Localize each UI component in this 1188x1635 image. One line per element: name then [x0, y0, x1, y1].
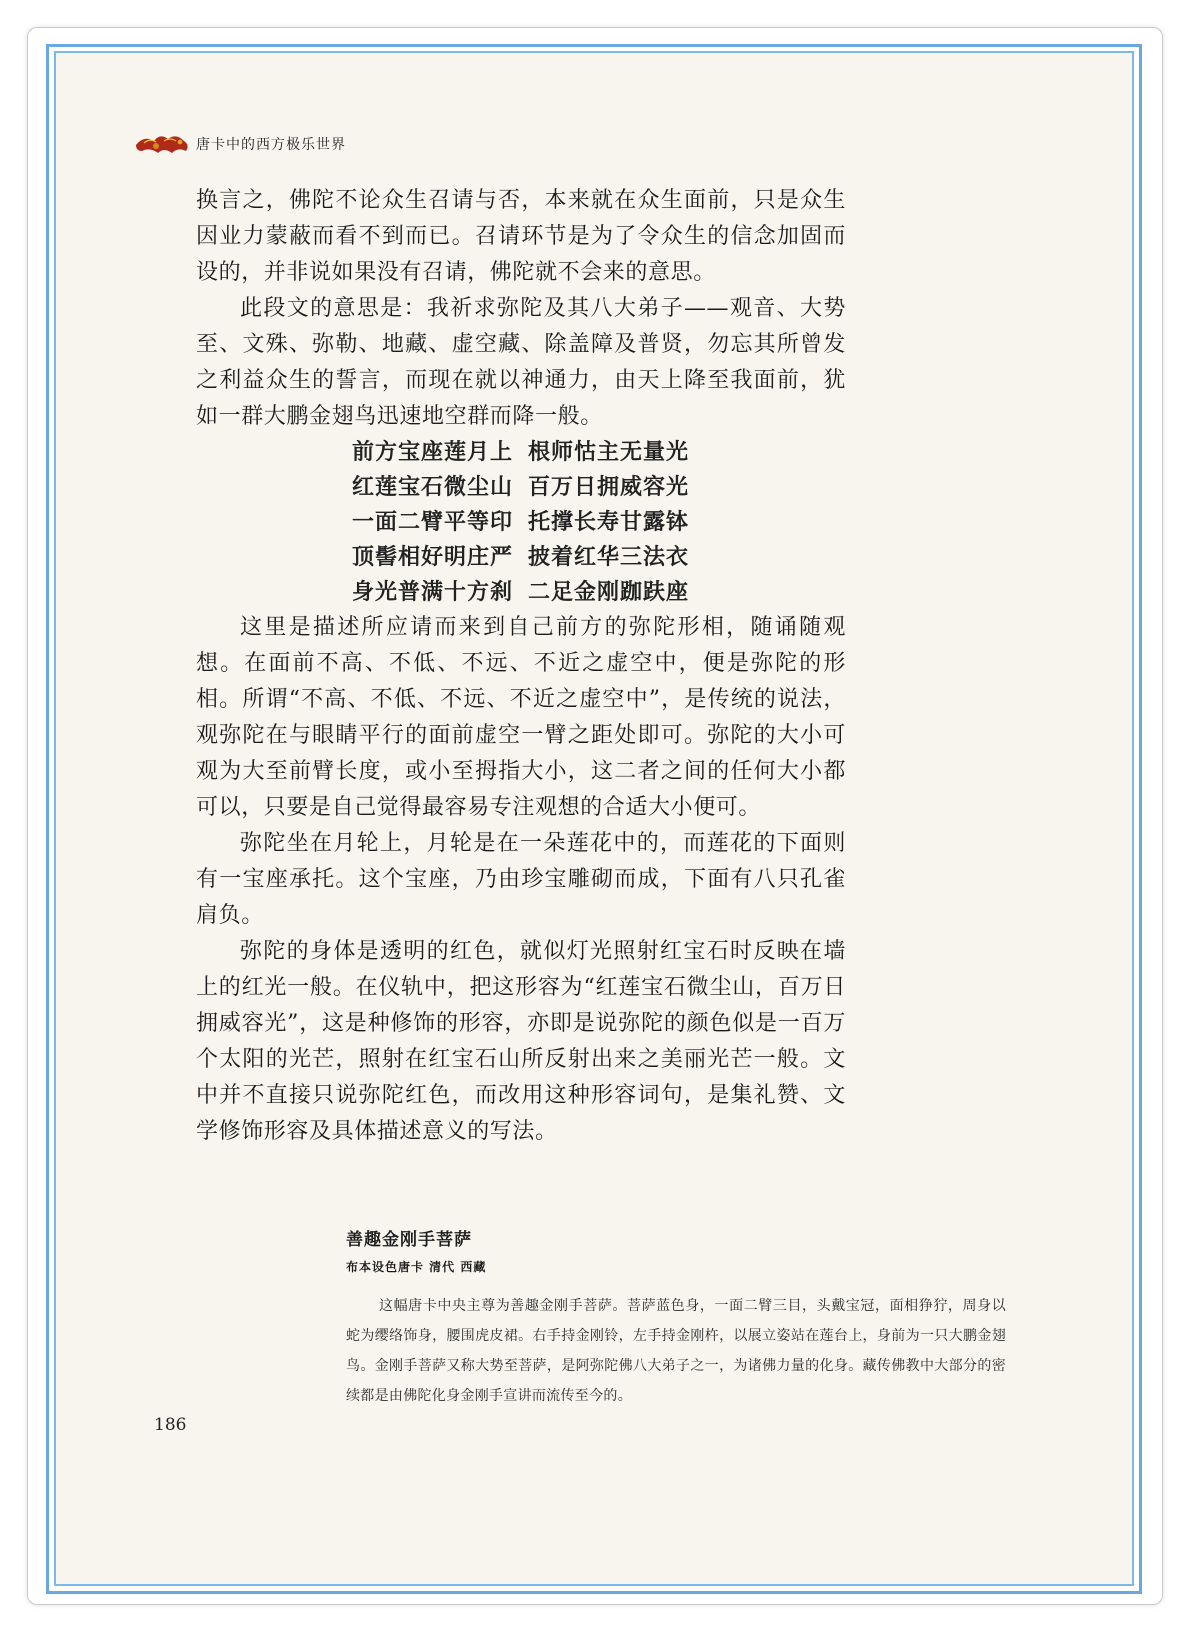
paragraph: 此段文的意思是：我祈求弥陀及其八大弟子——观音、大势至、文殊、弥勒、地藏、虚空藏、除盖障及普贤，勿忘其所曾发之利益众生的誓言，而现在就以神通力，由天上降至我面前，犹如一群大鹏金翅鸟迅速地空群而降一般。	[196, 296, 846, 429]
verse-line-first-half: 前方宝座莲月上	[352, 439, 514, 465]
verse-line	[352, 540, 846, 575]
verse-block	[352, 435, 846, 610]
image-caption	[346, 1225, 1006, 1411]
caption-subtitle: 布本设色唐卡 清代 西藏	[346, 1260, 487, 1274]
running-head	[134, 129, 346, 159]
body-text	[196, 183, 846, 1150]
caption-body: 这幅唐卡中央主尊为善趣金刚手菩萨。菩萨蓝色身，一面二臂三目，头戴宝冠，面相狰狞，周身以蛇为缨络饰身，腰围虎皮裙。右手持金刚铃，左手持金刚杵，以展立姿站在莲台上，身前为一只大鹏金翅鸟。金刚手菩萨又称大势至菩萨，是阿弥陀佛八大弟子之一，为诸佛力量的化身。藏传佛教中大部分的密续都是由佛陀化身金刚手宣讲而流传至今的。	[346, 1298, 1006, 1404]
verse-line-first-half: 顶髻相好明庄严	[352, 544, 514, 570]
book-page	[54, 51, 1134, 1586]
paragraph: 弥陀的身体是透明的红色，就似灯光照射红宝石时反映在墙上的红光一般。在仪轨中，把这形容为“红莲宝石微尘山，百万日拥威容光”，这是种修饰的形容，亦即是说弥陀的颜色似是一百万个太阳的光芒，照射在红宝石山所反射出来之美丽光芒一般。文中并不直接只说弥陀红色，而改用这种形容词句，是集礼赞、文学修饰形容及具体描述意义的写法。	[196, 939, 846, 1144]
verse-line-second-half: 托撑长寿甘露钵	[528, 509, 690, 535]
verse-line	[352, 470, 846, 505]
verse-line-second-half: 根师怙主无量光	[528, 439, 690, 465]
verse-line-second-half: 披着红华三法衣	[528, 544, 690, 570]
page-number: 186	[154, 1415, 187, 1435]
verse-line	[352, 435, 846, 470]
running-head-title: 唐卡中的西方极乐世界	[196, 137, 346, 153]
verse-line	[352, 505, 846, 540]
paragraph: 换言之，佛陀不论众生召请与否，本来就在众生面前，只是众生因业力蒙蔽而看不到而已。召请环节是为了令众生的信念加固而设的，并非说如果没有召请，佛陀就不会来的意思。	[196, 188, 846, 285]
paragraph: 弥陀坐在月轮上，月轮是在一朵莲花中的，而莲花的下面则有一宝座承托。这个宝座，乃由珍宝雕砌而成，下面有八只孔雀肩负。	[196, 831, 846, 928]
paragraph: 这里是描述所应请而来到自己前方的弥陀形相，随诵随观想。在面前不高、不低、不远、不近之虚空中，便是弥陀的形相。所谓“不高、不低、不远、不近之虚空中”，是传统的说法，观弥陀在与眼睛平行的面前虚空一臂之距处即可。弥陀的大小可观为大至前臂长度，或小至拇指大小，这二者之间的任何大小都可以，只要是自己觉得最容易专注观想的合适大小便可。	[196, 615, 846, 820]
verse-line-second-half: 百万日拥威容光	[528, 474, 690, 500]
verse-line-first-half: 一面二臂平等印	[352, 509, 514, 535]
verse-line-first-half: 红莲宝石微尘山	[352, 474, 514, 500]
dragon-ornament-icon	[134, 129, 192, 159]
verse-line-first-half: 身光普满十方刹	[352, 579, 514, 605]
verse-line-second-half: 二足金刚跏趺座	[528, 579, 690, 605]
verse-line	[352, 575, 846, 610]
caption-title: 善趣金刚手菩萨	[346, 1230, 472, 1250]
